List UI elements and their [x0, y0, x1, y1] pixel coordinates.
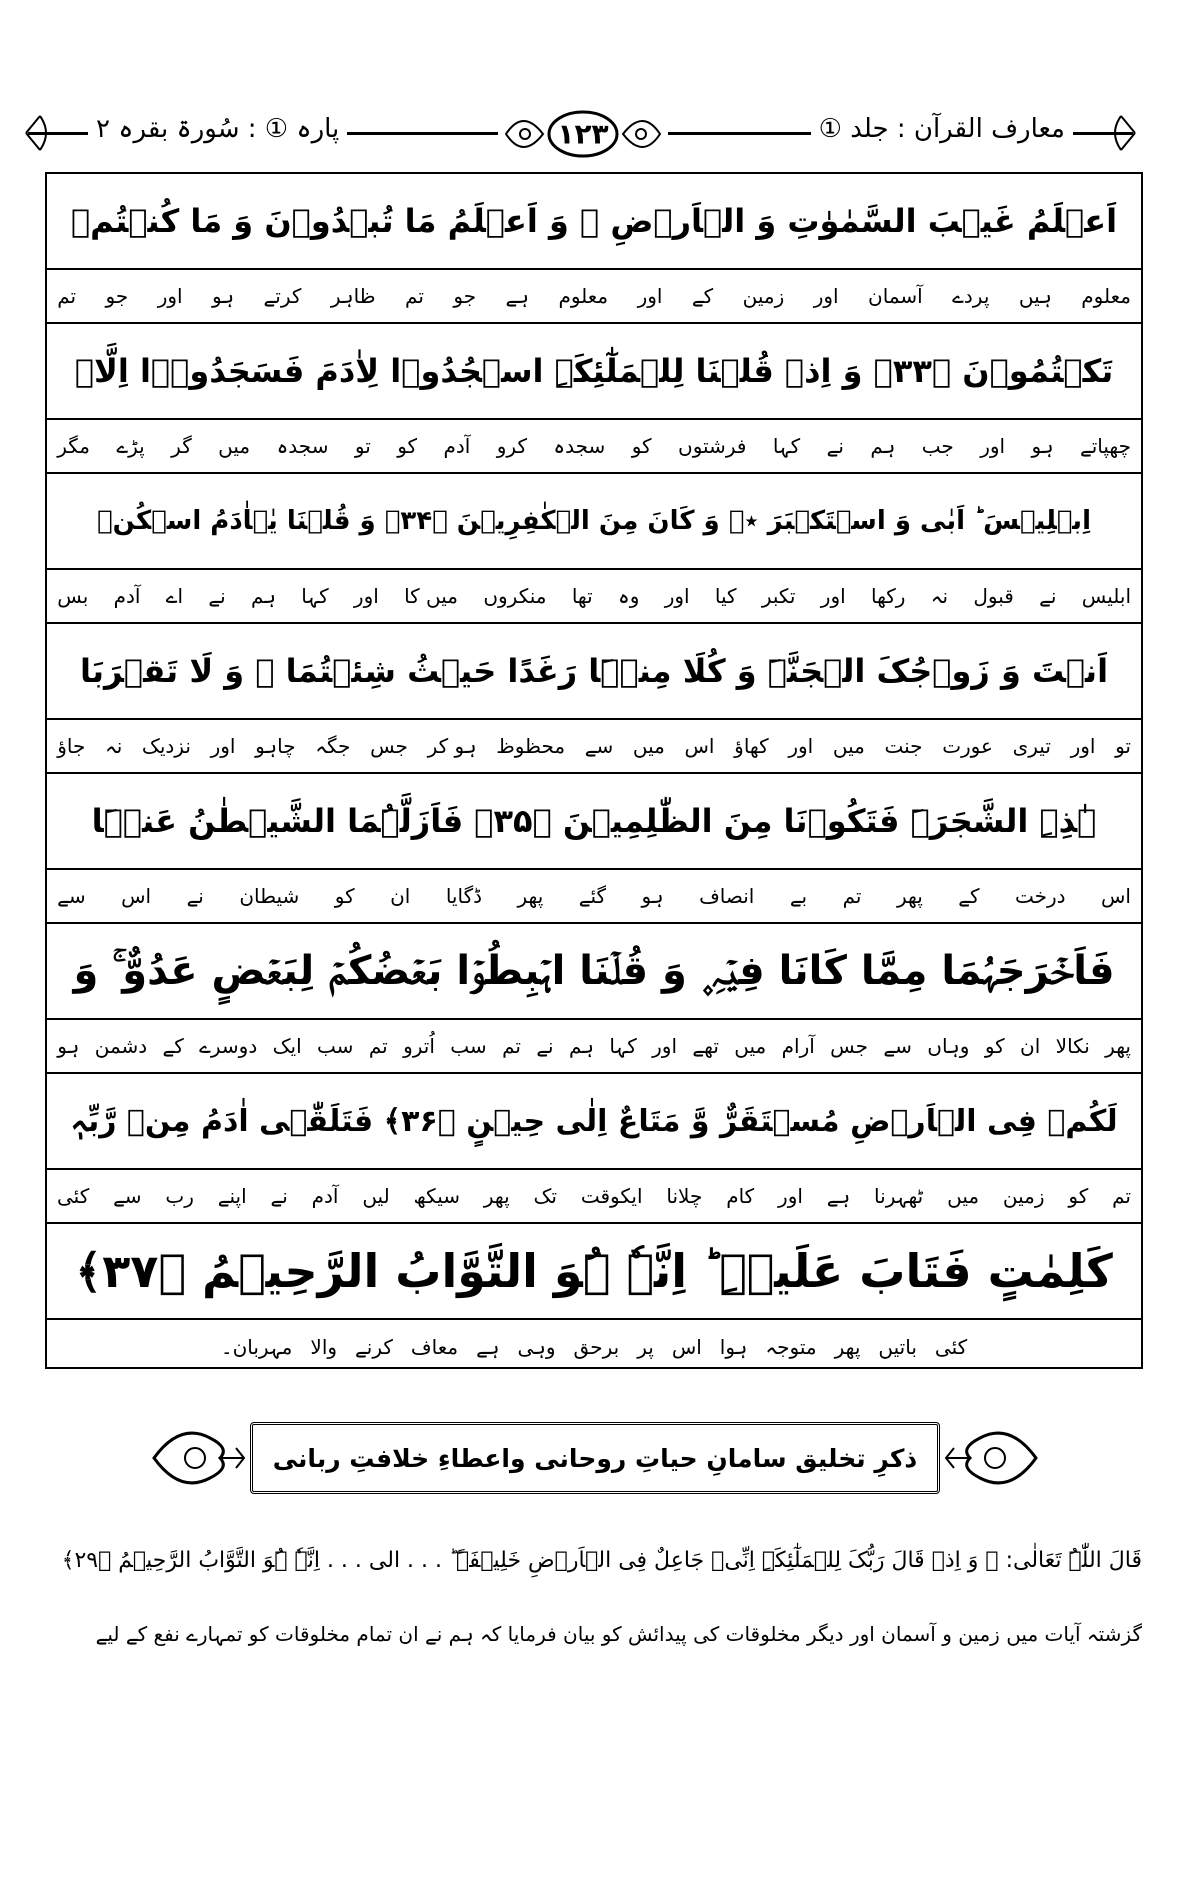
verse-table [45, 172, 1143, 1369]
verse-arabic-line [47, 924, 1141, 1020]
translation-word: قبول [973, 584, 1014, 608]
translation-word: اور [664, 584, 690, 608]
translation-word: کرتے [263, 284, 302, 308]
translation-word: اور [788, 734, 814, 758]
translation-word: تکبر [761, 584, 796, 608]
translation-word: ہے [505, 284, 529, 308]
verse-arabic-line [47, 624, 1141, 720]
translation-word: جس [830, 1034, 869, 1058]
verse-translation-line [47, 420, 1141, 474]
translation-word: چاہو [255, 734, 296, 758]
translation-word: اور [157, 284, 183, 308]
translation-word: میں [734, 1034, 767, 1058]
verse-translation-line [47, 1020, 1141, 1074]
verse-translation-line [47, 720, 1141, 774]
translation-word: پر [637, 1335, 654, 1359]
body-intro-line: قَالَ اللّٰہُ تَعَالٰی: ﴿ وَ اِذۡ قَالَ رَبُّکَ لِلۡمَلٰٓئِکَۃِ اِنِّیۡ جَاعِلٌ فِی الۡاَرۡضِ خَلِیۡفَۃً ؕ . . . الی . . . اِنَّہٗ ہُوَ التَّوَّابُ الرَّحِیۡمُ ﴿۲۹﴾ [61, 1548, 1142, 1573]
translation-word: محظوظ [496, 734, 566, 758]
translation-word: پڑے [116, 434, 145, 458]
translation-word: سے [584, 734, 614, 758]
translation-word: باتیں [878, 1335, 917, 1359]
translation-word: کے [958, 884, 980, 908]
translation-word: نہ [930, 584, 949, 608]
translation-word: میں [632, 734, 665, 758]
translation-word: متوجہ [765, 1335, 817, 1359]
translation-word: ان [390, 884, 411, 908]
translation-word: نے [536, 1034, 554, 1058]
translation-word: تھے [692, 1034, 719, 1058]
translation-word: اے [165, 584, 184, 608]
translation-word: ایک [272, 1034, 302, 1058]
translation-word: پردے [952, 284, 990, 308]
translation-word: لیں [362, 1184, 390, 1208]
translation-word: ابلیس [1081, 584, 1131, 608]
translation-word: اور [1070, 734, 1096, 758]
translation-word: جو [453, 284, 477, 308]
translation-word: آدم [443, 434, 471, 458]
translation-word: سے [57, 884, 86, 908]
translation-word: پھر [517, 884, 544, 908]
translation-word: جگہ [315, 734, 351, 758]
translation-word: کیا [714, 584, 737, 608]
translation-word: میں [218, 434, 251, 458]
translation-word: مگر [57, 434, 90, 458]
translation-word: تھا [571, 584, 593, 608]
translation-word: شیطان [239, 884, 300, 908]
translation-word: اور [353, 584, 379, 608]
translation-word: ہو کر [427, 734, 477, 758]
verse-arabic-line [47, 1074, 1141, 1170]
section-heading-frame [250, 1422, 940, 1494]
translation-word: نکالا [1055, 1034, 1090, 1058]
translation-word: اور [210, 734, 236, 758]
translation-word: کو [397, 434, 418, 458]
section-heading: ذکرِ تخلیق سامانِ حیاتِ روحانی واعطاءِ خلافتِ ربانی [272, 1443, 918, 1473]
translation-word: کرنے [355, 1335, 393, 1359]
translation-word: آرام [781, 1034, 815, 1058]
verse-arabic-line [47, 324, 1141, 420]
translation-word: آدم [311, 1184, 339, 1208]
translation-word: کہا [772, 434, 801, 458]
translation-word: آدم [113, 584, 141, 608]
translation-word: رکھا [870, 584, 906, 608]
translation-word: کو [631, 434, 652, 458]
translation-word: سجدہ [553, 434, 606, 458]
translation-word: اس [121, 884, 152, 908]
translation-word: کہا [301, 584, 329, 608]
translation-word: رب [165, 1184, 194, 1208]
translation-word: ایکوقت [580, 1184, 643, 1208]
translation-word: سے [883, 1034, 912, 1058]
page-header [28, 108, 1133, 158]
translation-word: نے [208, 584, 226, 608]
translation-word: منکروں [483, 584, 547, 608]
translation-word: تم [502, 1034, 521, 1058]
translation-word: ہم [870, 434, 896, 458]
translation-word: تیری [1012, 734, 1051, 758]
translation-word: اُترو [403, 1034, 435, 1058]
chapter-reference: پارہ ① : سُورۃ بقرہ ۲ [88, 114, 347, 144]
translation-word: تو [354, 434, 371, 458]
verse-translation-line [47, 270, 1141, 324]
translation-word: تم [842, 884, 862, 908]
translation-word: اور [813, 284, 839, 308]
translation-word: ہم [569, 1034, 595, 1058]
translation-word: فرشتوں [678, 434, 747, 458]
translation-word: زمین [1002, 1184, 1045, 1208]
translation-word: مہربان۔ [220, 1335, 293, 1359]
translation-word: برحق [573, 1335, 620, 1359]
translation-word: اور [652, 1034, 677, 1058]
translation-word: انصاف [699, 884, 755, 908]
translation-word: تم [1112, 1184, 1131, 1208]
translation-word: اور [980, 434, 1006, 458]
translation-word: چلانا [666, 1184, 703, 1208]
arabic-text: ہٰذِہِ الشَّجَرَۃَ فَتَکُوۡنَا مِنَ الظّٰلِمِیۡنَ ﴿۳۵﴾ فَاَزَلَّہُمَا الشَّیۡطٰنُ عَنۡہَا [91, 802, 1097, 840]
arabic-text: اِبۡلِیۡسَ ؕ اَبٰی وَ اسۡتَکۡبَرَ ٭۫ وَ کَانَ مِنَ الۡکٰفِرِیۡنَ ﴿۳۴﴾ وَ قُلۡنَا یٰۤاٰدَمُ اسۡکُنۡ [97, 506, 1091, 536]
translation-word: اس [1101, 884, 1131, 908]
translation-word: گر [171, 434, 192, 458]
translation-word: نزدیک [141, 734, 191, 758]
translation-word: ظاہر [330, 284, 376, 308]
translation-word: پھر [834, 1335, 861, 1359]
translation-word: دوسرے [199, 1034, 258, 1058]
arabic-text: اَعۡلَمُ غَیۡبَ السَّمٰوٰتِ وَ الۡاَرۡضِ ۙ وَ اَعۡلَمُ مَا تُبۡدُوۡنَ وَ مَا کُنۡتُمۡ [70, 202, 1118, 240]
translation-word: والا [310, 1335, 338, 1359]
translation-word: کام [726, 1184, 755, 1208]
translation-word: جب [921, 434, 954, 458]
translation-word: وہاں [927, 1034, 970, 1058]
translation-word: نے [270, 1184, 288, 1208]
translation-word: کرو [496, 434, 527, 458]
translation-word: تم [405, 284, 424, 308]
translation-word: سیکھ [413, 1184, 461, 1208]
translation-word: درخت [1014, 884, 1066, 908]
translation-word: میں کا [404, 584, 459, 608]
translation-word: جاؤ [57, 734, 86, 758]
translation-word: چھپاتے [1080, 434, 1131, 458]
translation-word: سب [450, 1034, 487, 1058]
corner-ornament-icon [22, 108, 62, 158]
translation-word: کے [691, 284, 714, 308]
page-number: ۱۲۳ [557, 117, 609, 151]
translation-word: گئے [578, 884, 607, 908]
verse-translation-line [47, 1320, 1141, 1374]
translation-word: آسمان [868, 284, 923, 308]
translation-word: اس [684, 734, 715, 758]
translation-word: ہے [826, 1184, 851, 1208]
translation-word: معلوم [558, 284, 609, 308]
translation-word: اپنے [217, 1184, 247, 1208]
translation-word: پھر [896, 884, 923, 908]
translation-word: کھاؤ [734, 734, 769, 758]
translation-word: تک [533, 1184, 557, 1208]
translation-word: ٹھہرنا [874, 1184, 924, 1208]
translation-word: اور [820, 584, 846, 608]
translation-word: بس [57, 584, 89, 608]
body-text-line: گزشتہ آیات میں زمین و آسمان اور دیگر مخلوقات کی پیدائش کو بیان فرمایا کہ ہم نے ان تمام مخلوقات کو تمہارے نفع کے لیے [95, 1622, 1142, 1646]
verse-translation-line [47, 1170, 1141, 1224]
translation-word: ہوا [719, 1335, 748, 1359]
translation-word: نے [826, 434, 844, 458]
arabic-text: فَاَخۡرَجَہُمَا مِمَّا کَانَا فِیۡہِ ۪ وَ قُلۡنَا اہۡبِطُوۡا بَعۡضُکُمۡ لِبَعۡضٍ عَدُوٌّ ۚ وَ [73, 948, 1115, 994]
corner-ornament-icon [1099, 108, 1139, 158]
translation-word: ہو [641, 884, 664, 908]
verse-arabic-line [47, 774, 1141, 870]
arabic-text: لَکُمۡ فِی الۡاَرۡضِ مُسۡتَقَرٌّ وَّ مَتَاعٌ اِلٰی حِیۡنٍ ﴿۳۶﴾ فَتَلَقّٰۤی اٰدَمُ مِنۡ رَّبِّہٖ [70, 1103, 1118, 1139]
arabic-text: کَلِمٰتٍ فَتَابَ عَلَیۡہِ ؕ اِنَّہٗ ہُوَ التَّوَّابُ الرَّحِیۡمُ ﴿۳۷﴾ [75, 1244, 1113, 1298]
translation-word: اور [778, 1184, 803, 1208]
translation-word: عورت [942, 734, 993, 758]
translation-word: اور [637, 284, 663, 308]
translation-word: جنت [884, 734, 923, 758]
verse-arabic-line [47, 174, 1141, 270]
floral-ornament-icon [940, 1418, 1040, 1498]
section-heading-banner [150, 1418, 1040, 1498]
translation-word: کو [334, 884, 355, 908]
translation-word: کئی [934, 1335, 968, 1359]
arabic-text: اَنۡتَ وَ زَوۡجُکَ الۡجَنَّۃَ وَ کُلَا مِنۡہَا رَغَدًا حَیۡثُ شِئۡتُمَا ۪ وَ لَا تَقۡرَبَا [79, 652, 1109, 690]
verse-arabic-line [47, 1224, 1141, 1320]
translation-word: جس [370, 734, 408, 758]
translation-word: سجدہ [276, 434, 329, 458]
translation-word: ہم [250, 584, 276, 608]
book-title: معارف القرآن : جلد ① [811, 114, 1073, 144]
translation-word: ڈگایا [445, 884, 483, 908]
translation-word: کئی [57, 1184, 90, 1208]
translation-word: اس [671, 1335, 702, 1359]
translation-word: تم [368, 1034, 388, 1058]
verse-arabic-line [47, 474, 1141, 570]
translation-word: بے [789, 884, 808, 908]
translation-word: ہو [1031, 434, 1054, 458]
translation-word: کو [1068, 1184, 1089, 1208]
arabic-text: تَکۡتُمُوۡنَ ﴿۳۳﴾ وَ اِذۡ قُلۡنَا لِلۡمَلٰٓئِکَۃِ اسۡجُدُوۡا لِاٰدَمَ فَسَجَدُوۡۤا اِلَّاۤ [74, 352, 1114, 390]
translation-word: کہا [609, 1034, 637, 1058]
translation-word: ہے [476, 1335, 500, 1359]
translation-word: کو [984, 1034, 1005, 1058]
translation-word: میں [832, 734, 865, 758]
translation-word: معلوم [1081, 284, 1131, 308]
translation-word: دشمن [94, 1034, 148, 1058]
translation-word: معاف [410, 1335, 459, 1359]
translation-word: تو [1115, 734, 1131, 758]
translation-word: ہو [57, 1034, 80, 1058]
translation-word: ان [1020, 1034, 1041, 1058]
translation-word: نہ [104, 734, 123, 758]
translation-word: پھر [483, 1184, 510, 1208]
page-number-cartouche [498, 102, 668, 166]
translation-word: نے [186, 884, 204, 908]
translation-word: جو [105, 284, 129, 308]
translation-word: نے [1039, 584, 1057, 608]
translation-word: زمین [742, 284, 785, 308]
translation-word: کے [162, 1034, 184, 1058]
verse-translation-line [47, 570, 1141, 624]
translation-word: ہو [212, 284, 235, 308]
translation-word: وہ [618, 584, 640, 608]
translation-word: سے [113, 1184, 142, 1208]
translation-word: سب [317, 1034, 354, 1058]
translation-word: وہی [517, 1335, 556, 1359]
translation-word: پھر [1105, 1034, 1131, 1058]
translation-word: تم [57, 284, 77, 308]
translation-word: ہیں [1018, 284, 1052, 308]
translation-word: میں [947, 1184, 980, 1208]
floral-ornament-icon [150, 1418, 250, 1498]
verse-translation-line [47, 870, 1141, 924]
